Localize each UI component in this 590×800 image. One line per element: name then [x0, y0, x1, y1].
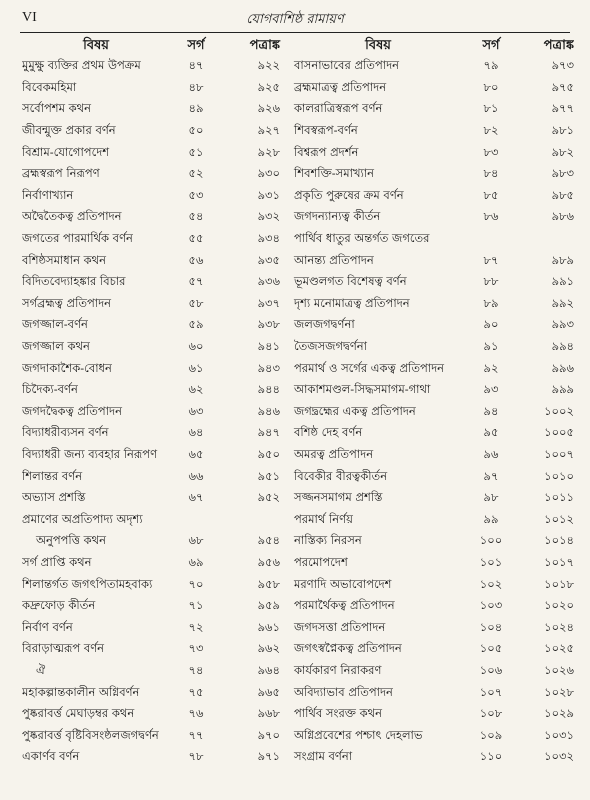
entry-topic: প্রকৃতি পুরুষের ক্রম বর্ণন — [294, 187, 404, 202]
entry-topic: জগদন্যান্যত্ব কীর্তন — [294, 209, 381, 224]
entry-topic: শিবস্বরূপ-বর্ণন — [294, 123, 358, 138]
entry-topic: দৃশ্য মনোমাত্রত্ব প্রতিপাদন — [294, 295, 410, 310]
entry-topic: কদ্রুফোড় কীর্তন — [22, 598, 96, 613]
toc-row — [22, 121, 574, 143]
entry-sarga: ১০৯ — [479, 727, 503, 742]
entry-topic: তৈজসজগদ্বর্ণনা — [294, 339, 367, 354]
entry-page: ৯৮৬ — [551, 209, 574, 224]
entry-page: ৯৭৩ — [551, 58, 574, 73]
column-header-page: পত্রাঙ্ক — [543, 37, 574, 53]
entry-sarga: ১০৬ — [479, 662, 503, 677]
entry-page: ৯২২ — [257, 58, 280, 73]
entry-sarga: ৯৬ — [483, 446, 499, 461]
entry-page: ৯৪১ — [257, 339, 280, 354]
entry-topic: অদ্বৈতৈকত্ব প্রতিপাদন — [22, 209, 122, 224]
entry-topic: কালরাত্রিস্বরূপ বর্ণন — [294, 101, 383, 116]
entry-topic: সর্গব্রহ্মত্ব প্রতিপাদন — [22, 295, 112, 310]
toc-row — [22, 531, 574, 553]
entry-sarga: ৮৯ — [483, 295, 499, 310]
entry-sarga: ৬৫ — [188, 446, 204, 461]
entry-page: ১০২৬ — [544, 662, 574, 677]
entry-sarga: ৯৯ — [483, 511, 499, 526]
entry-page: ১০১৪ — [544, 533, 574, 548]
toc-row — [22, 272, 574, 294]
entry-page: ১০১৭ — [544, 554, 574, 569]
entry-sarga: ৫৬ — [188, 252, 204, 267]
entry-sarga: ৫৪ — [188, 209, 204, 224]
entry-sarga: ৭৫ — [188, 684, 204, 699]
toc-rows — [22, 56, 574, 769]
entry-page: ৯৩৫ — [257, 252, 280, 267]
entry-sarga: ৭০ — [188, 576, 204, 591]
table-of-contents — [22, 36, 574, 769]
entry-page: ৯৮৩ — [551, 166, 574, 181]
entry-topic: বিশ্বরূপ প্রদর্শন — [294, 144, 359, 159]
entry-page: ৯৪৬ — [257, 403, 280, 418]
entry-page: ১০০৫ — [544, 425, 574, 440]
entry-topic: জগজ্জাল-বর্ণন — [22, 317, 88, 332]
entry-page: ৯৯২ — [551, 295, 574, 310]
entry-sarga: ৭৮ — [188, 749, 204, 764]
entry-page: ৯৮২ — [551, 144, 574, 159]
entry-page: ৯৬৪ — [257, 662, 280, 677]
entry-page: ১০১৮ — [544, 576, 574, 591]
entry-page: ৯৫৯ — [257, 598, 280, 613]
entry-topic: জীবন্মুক্ত প্রকার বর্ণন — [22, 123, 116, 138]
entry-page: ৯৩৮ — [257, 317, 280, 332]
entry-sarga: ৮৮ — [483, 274, 499, 289]
entry-topic: জগৎস্বপ্নৈকত্ব প্রতিপাদন — [294, 641, 402, 656]
entry-topic: বাসনাভাবের প্রতিপাদন — [294, 58, 399, 73]
entry-topic: নির্বাণ বর্ণন — [22, 619, 73, 634]
entry-topic: জগদদ্বৈকত্ব প্রতিপাদন — [22, 403, 122, 418]
entry-sarga: ৬৩ — [188, 403, 204, 418]
entry-page: ৯৫৪ — [257, 533, 280, 548]
toc-row — [22, 553, 574, 575]
entry-sarga: ৫২ — [188, 166, 204, 181]
entry-topic: জলজগদ্বর্ণনা — [294, 317, 355, 332]
entry-sarga: ৮৬ — [483, 209, 499, 224]
entry-sarga: ৭২ — [188, 619, 204, 634]
entry-page: ৯৬৫ — [257, 684, 280, 699]
entry-sarga: ৫৮ — [188, 295, 204, 310]
entry-page: ১০২৯ — [544, 706, 574, 721]
entry-topic: পার্থিব সংরক্ত কথন — [294, 706, 382, 721]
entry-sarga: ৬৬ — [188, 468, 204, 483]
entry-sarga: ৬৯ — [188, 554, 204, 569]
entry-sarga: ১০৫ — [479, 641, 503, 656]
entry-topic: পরমোপদেশ — [294, 554, 348, 569]
toc-row — [22, 337, 574, 359]
entry-sarga: ৮০ — [483, 79, 499, 94]
toc-row — [22, 574, 574, 596]
entry-sarga: ৪৯ — [188, 101, 204, 116]
entry-topic: অগ্নিপ্রবেশের পশ্চাৎ দেহলাভ — [294, 727, 423, 742]
toc-row — [22, 99, 574, 121]
entry-sarga: ৪৭ — [188, 58, 204, 73]
entry-page: ১০২৫ — [544, 641, 574, 656]
toc-row — [22, 250, 574, 272]
entry-page: ৯৪৭ — [257, 425, 280, 440]
entry-sarga: ৬৪ — [188, 425, 204, 440]
entry-topic: বিবেকমহিমা — [22, 79, 77, 94]
toc-row — [22, 423, 574, 445]
entry-page: ৯৩৬ — [257, 274, 280, 289]
entry-topic: শিলান্তর বর্ণন — [22, 468, 83, 483]
entry-page: ১০০২ — [544, 403, 574, 418]
toc-row — [22, 402, 574, 424]
entry-page: ৯৭৫ — [551, 79, 574, 94]
entry-page: ১০৩১ — [544, 727, 574, 742]
column-header-row — [22, 36, 574, 56]
toc-row — [22, 315, 574, 337]
entry-sarga: ৭১ — [188, 598, 204, 613]
entry-page: ৯৫১ — [257, 468, 280, 483]
entry-topic: জগদ্ব্রহ্মের একত্ব প্রতিপাদন — [294, 403, 416, 418]
entry-sarga: ১০৩ — [479, 598, 503, 613]
entry-topic: পার্থিব ধাতুর অন্তর্গত জগতের — [294, 231, 430, 246]
entry-page: ৯৮৫ — [551, 187, 574, 202]
entry-page: ৯৫৬ — [257, 554, 280, 569]
entry-topic: বিদ্যাধরীব্যসন বর্ণন — [22, 425, 109, 440]
entry-sarga: ৯১ — [483, 339, 499, 354]
entry-sarga: ৫৭ — [188, 274, 204, 289]
toc-row — [22, 294, 574, 316]
entry-page: ১০২৪ — [544, 619, 574, 634]
entry-page: ১০২৮ — [544, 684, 574, 699]
entry-topic: প্রমাণের অপ্রতিপাদ্য অদৃশ্য — [22, 511, 143, 526]
entry-topic: ব্রহ্মমাত্রত্ব প্রতিপাদন — [294, 79, 387, 94]
entry-page: ৯২৮ — [257, 144, 280, 159]
toc-row — [22, 639, 574, 661]
entry-page: ৯৫২ — [257, 490, 280, 505]
entry-topic: ঐ — [36, 662, 46, 677]
entry-page: ৯৩১ — [257, 187, 280, 202]
entry-sarga: ৮৫ — [483, 187, 499, 202]
entry-page: ৯৪৪ — [257, 382, 280, 397]
entry-topic: কার্যকারণ নিরাকরণ — [294, 662, 382, 677]
entry-page: ১০১১ — [544, 490, 574, 505]
entry-sarga: ১১০ — [479, 749, 503, 764]
entry-page: ৯৮১ — [551, 123, 574, 138]
entry-topic: আকাশমণ্ডল-সিদ্ধসমাগম-গাথা — [294, 382, 431, 397]
entry-topic: অবিদ্যাভাব প্রতিপাদন — [294, 684, 393, 699]
entry-page: ৯৯৯ — [551, 382, 574, 397]
entry-page: ১০৩২ — [544, 749, 574, 764]
entry-topic: নাস্তিক্য নিরসন — [294, 533, 362, 548]
entry-topic: অমরত্ব প্রতিপাদন — [294, 446, 374, 461]
entry-page: ৯৫৮ — [257, 576, 280, 591]
entry-topic: সংগ্রাম বর্ণনা — [294, 749, 353, 764]
entry-topic: মরণাদি অভাবোপদেশ — [294, 576, 392, 591]
entry-page: ৯৩৪ — [257, 231, 280, 246]
entry-page: ৯২৭ — [257, 123, 280, 138]
column-header-sarga: সর্গ — [482, 37, 500, 53]
entry-page: ৯৬২ — [257, 641, 280, 656]
entry-topic: একার্ণব বর্ণন — [22, 749, 80, 764]
toc-row — [22, 617, 574, 639]
entry-topic: পুষ্করাবর্ত্ত বৃষ্টিবিসংষ্ঠলজগদ্বর্ণন — [22, 727, 159, 742]
entry-sarga: ৫১ — [188, 144, 204, 159]
page-number: VI — [22, 10, 37, 25]
entry-sarga: ৬৮ — [188, 533, 204, 548]
toc-row — [22, 207, 574, 229]
entry-topic: সর্গ প্রাপ্তি কথন — [22, 554, 92, 569]
entry-sarga: ৭৩ — [188, 641, 204, 656]
entry-sarga: ১০৪ — [479, 619, 503, 634]
entry-page: ৯৭১ — [257, 749, 280, 764]
toc-row — [22, 229, 574, 251]
entry-page: ৯৭০ — [257, 727, 280, 742]
entry-page: ৯২৫ — [257, 79, 280, 94]
toc-row — [22, 380, 574, 402]
entry-sarga: ১০০ — [479, 533, 503, 548]
entry-topic: পুষ্করাবর্ত্ত মেঘাড়ম্বর কথন — [22, 706, 135, 721]
toc-row — [22, 445, 574, 467]
toc-row — [22, 56, 574, 78]
entry-sarga: ১০১ — [479, 554, 503, 569]
entry-topic: চিদৈক্য-বর্ণন — [22, 382, 78, 397]
toc-row — [22, 704, 574, 726]
entry-sarga: ১০৮ — [479, 706, 503, 721]
entry-topic: পরমার্থ নির্ণয় — [294, 511, 353, 526]
entry-topic: জগজ্জাল কথন — [22, 339, 90, 354]
toc-row — [22, 725, 574, 747]
entry-topic: বিশ্রাম-যোগোপদেশ — [22, 144, 110, 159]
entry-topic: বিদ্যাধরী জন্য ব্যবহার নিরূপণ — [22, 446, 158, 461]
column-header-topic: বিষয় — [83, 37, 109, 53]
entry-topic: অনুপপত্তি কথন — [36, 533, 106, 548]
toc-row — [22, 186, 574, 208]
entry-sarga: ৬০ — [188, 339, 204, 354]
entry-topic: সর্বোপশম কথন — [22, 101, 91, 116]
entry-sarga: ৮৪ — [483, 166, 499, 181]
entry-page: ৯৯৪ — [551, 339, 574, 354]
entry-page: ৯৬৮ — [257, 706, 280, 721]
entry-sarga: ৯৫ — [483, 425, 499, 440]
entry-page: ১০২০ — [544, 598, 574, 613]
entry-topic: পরমার্থৈকত্ব প্রতিপাদন — [294, 598, 395, 613]
running-head: যোগবাশিষ্ঠ রামায়ণ — [246, 12, 344, 27]
entry-topic: বিবেকীর বীরত্বকীর্তন — [294, 468, 388, 483]
header-rule — [20, 32, 570, 33]
entry-topic: নির্বাণাখ্যান — [22, 187, 74, 202]
entry-topic: সজ্জনসমাগম প্রশস্তি — [294, 490, 383, 505]
entry-page: ১০০৭ — [544, 446, 574, 461]
entry-page: ৯৪৩ — [257, 360, 280, 375]
entry-topic: পরমার্থ ও সর্গের একত্ব প্রতিপাদন — [294, 360, 444, 375]
entry-sarga: ৭৯ — [483, 58, 499, 73]
entry-sarga: ৯৭ — [483, 468, 499, 483]
entry-sarga: ৭৬ — [188, 706, 204, 721]
entry-sarga: ৪৮ — [188, 79, 204, 94]
entry-sarga: ১০২ — [479, 576, 503, 591]
entry-page: ৯৮৯ — [551, 252, 574, 267]
toc-row — [22, 488, 574, 510]
entry-sarga: ৬৭ — [188, 490, 204, 505]
entry-topic: জগদাকাশৈক-বোধন — [22, 360, 112, 375]
entry-page: ৯৩২ — [257, 209, 280, 224]
entry-sarga: ৬২ — [188, 382, 204, 397]
entry-topic: বিদিতবেদ্যাহঙ্কার বিচার — [22, 274, 126, 289]
toc-row — [22, 358, 574, 380]
entry-page: ৯৯১ — [551, 274, 574, 289]
entry-sarga: ৭৭ — [188, 727, 204, 742]
toc-row — [22, 142, 574, 164]
entry-topic: শিবশক্তি-সমাখ্যান — [294, 166, 375, 181]
entry-page: ৯৭৭ — [551, 101, 574, 116]
entry-sarga: ৫৫ — [188, 231, 204, 246]
entry-sarga: ৫৩ — [188, 187, 204, 202]
entry-topic: মুমুক্ষু ব্যক্তির প্রথম উপক্রম — [22, 58, 141, 73]
entry-topic: মহাকল্পান্তকালীন অগ্নিবর্ণন — [22, 684, 140, 699]
toc-row — [22, 509, 574, 531]
entry-page: ৯৯৩ — [551, 317, 574, 332]
entry-sarga: ৯২ — [483, 360, 499, 375]
toc-row — [22, 466, 574, 488]
entry-sarga: ৭৪ — [188, 662, 204, 677]
entry-page: ১০১২ — [544, 511, 574, 526]
entry-sarga: ১০৭ — [479, 684, 503, 699]
entry-topic: বিরাড়াত্মরূপ বর্ণন — [22, 641, 105, 656]
toc-row — [22, 596, 574, 618]
entry-sarga: ৮২ — [483, 123, 499, 138]
column-header-page: পত্রাঙ্ক — [249, 37, 280, 53]
entry-sarga: ৯৪ — [483, 403, 499, 418]
entry-page: ৯৯৬ — [551, 360, 574, 375]
entry-sarga: ৬১ — [188, 360, 204, 375]
entry-sarga: ৯৩ — [483, 382, 499, 397]
column-header-sarga: সর্গ — [187, 37, 205, 53]
toc-row — [22, 682, 574, 704]
entry-page: ১০১০ — [544, 468, 574, 483]
entry-sarga: ৮১ — [483, 101, 499, 116]
entry-sarga: ৯০ — [483, 317, 499, 332]
toc-row — [22, 164, 574, 186]
entry-page: ৯৫০ — [257, 446, 280, 461]
entry-topic: শিলান্তর্গত জগৎপিতামহবাক্য — [22, 576, 153, 591]
entry-sarga: ৫০ — [188, 123, 204, 138]
entry-topic: ব্রহ্মস্বরূপ নিরূপণ — [22, 166, 100, 181]
entry-sarga: ৫৯ — [188, 317, 204, 332]
entry-topic: জগদসত্তা প্রতিপাদন — [294, 619, 386, 634]
entry-page: ৯৩৭ — [257, 295, 280, 310]
entry-page: ৯৩০ — [257, 166, 280, 181]
entry-topic: জগতের পারমার্থিক বর্ণন — [22, 231, 133, 246]
entry-topic: আনন্ত্য প্রতিপাদন — [294, 252, 374, 267]
entry-sarga: ৯৮ — [483, 490, 499, 505]
entry-topic: ভূমণ্ডলগত বিশেষত্ব বর্ণন — [294, 274, 407, 289]
toc-row — [22, 78, 574, 100]
column-header-topic: বিষয় — [365, 37, 391, 53]
toc-row — [22, 661, 574, 683]
entry-topic: অভ্যাস প্রশস্তি — [22, 490, 86, 505]
entry-page: ৯২৬ — [257, 101, 280, 116]
entry-sarga: ৮৩ — [483, 144, 499, 159]
toc-row — [22, 747, 574, 769]
entry-topic: বশিষ্ঠ দেহ বর্ণন — [294, 425, 363, 440]
entry-page: ৯৬১ — [257, 619, 280, 634]
entry-sarga: ৮৭ — [483, 252, 499, 267]
entry-topic: বশিষ্ঠসমাধান কথন — [22, 252, 106, 267]
